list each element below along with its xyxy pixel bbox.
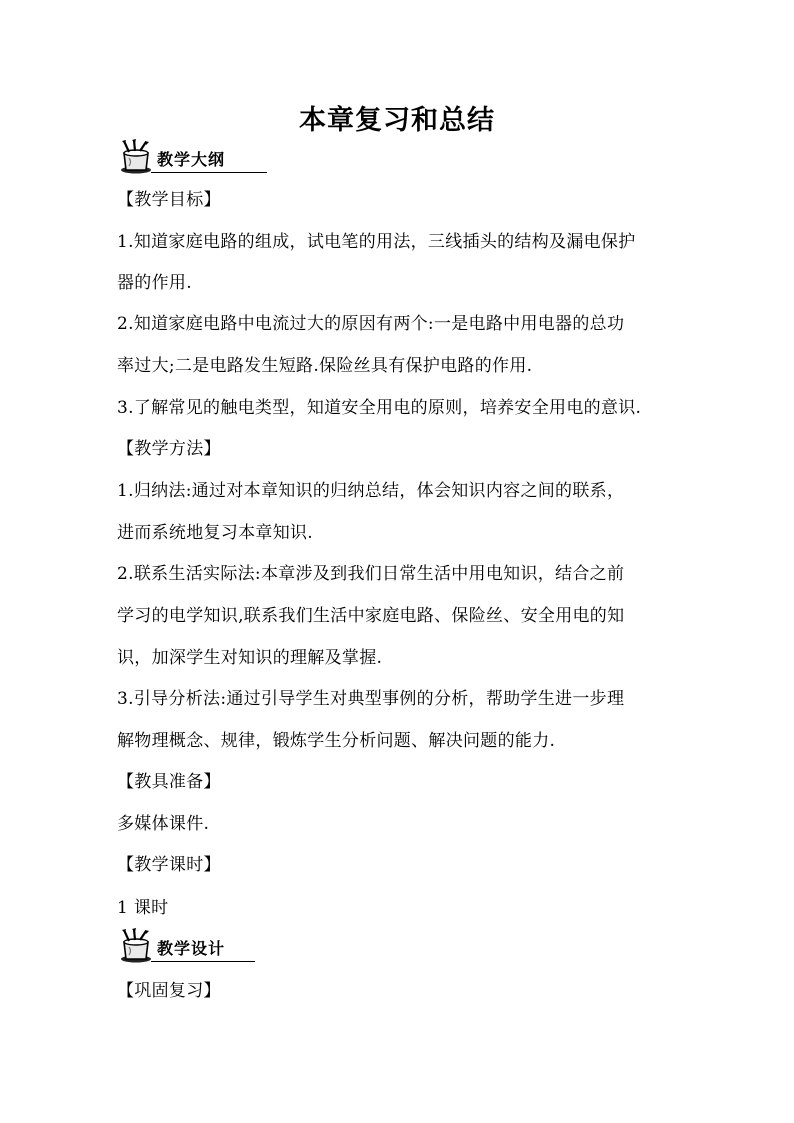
section-badge-design <box>117 928 267 968</box>
section-underline <box>151 961 255 962</box>
heading-teaching-goals: 【教学目标】 <box>117 190 221 210</box>
paragraph-line: 识，加深学生对知识的理解及掌握. <box>117 648 383 668</box>
paragraph-line: 3.了解常见的触电类型，知道安全用电的原则，培养安全用电的意识. <box>117 398 642 418</box>
paragraph-line: 2.联系生活实际法:本章涉及到我们日常生活中用电知识，结合之前 <box>117 564 625 584</box>
section-title-outline: 教学大纲 <box>157 150 226 169</box>
paragraph-line: 学习的电学知识,联系我们生活中家庭电路、保险丝、安全用电的知 <box>117 606 625 626</box>
paragraph-line: 进而系统地复习本章知识. <box>117 523 314 543</box>
section-badge-outline <box>117 139 267 179</box>
paragraph-line: 解物理概念、规律，锻炼学生分析问题、解决问题的能力. <box>117 731 556 751</box>
heading-teaching-methods: 【教学方法】 <box>117 439 221 459</box>
section-title-design: 教学设计 <box>157 939 226 958</box>
page-title: 本章复习和总结 <box>299 105 495 136</box>
paragraph-line: 3.引导分析法:通过引导学生对典型事例的分析，帮助学生进一步理 <box>117 689 625 709</box>
paragraph-line: 1.知道家庭电路的组成，试电笔的用法，三线插头的结构及漏电保护 <box>117 232 636 252</box>
paragraph-line: 1 课时 <box>117 898 169 918</box>
pencil-cup-icon <box>117 139 157 175</box>
paragraph-line: 率过大;二是电路发生短路.保险丝具有保护电路的作用. <box>117 356 533 376</box>
heading-review: 【巩固复习】 <box>117 981 221 1001</box>
paragraph-line: 多媒体课件. <box>117 814 210 834</box>
pencil-cup-icon <box>117 928 157 964</box>
section-underline <box>151 172 267 173</box>
paragraph-line: 2.知道家庭电路中电流过大的原因有两个:一是电路中用电器的总功 <box>117 314 625 334</box>
heading-class-hours: 【教学课时】 <box>117 855 221 875</box>
heading-teaching-tools: 【教具准备】 <box>117 772 221 792</box>
paragraph-line: 1.归纳法:通过对本章知识的归纳总结，体会知识内容之间的联系， <box>117 481 625 501</box>
paragraph-line: 器的作用. <box>117 273 192 293</box>
